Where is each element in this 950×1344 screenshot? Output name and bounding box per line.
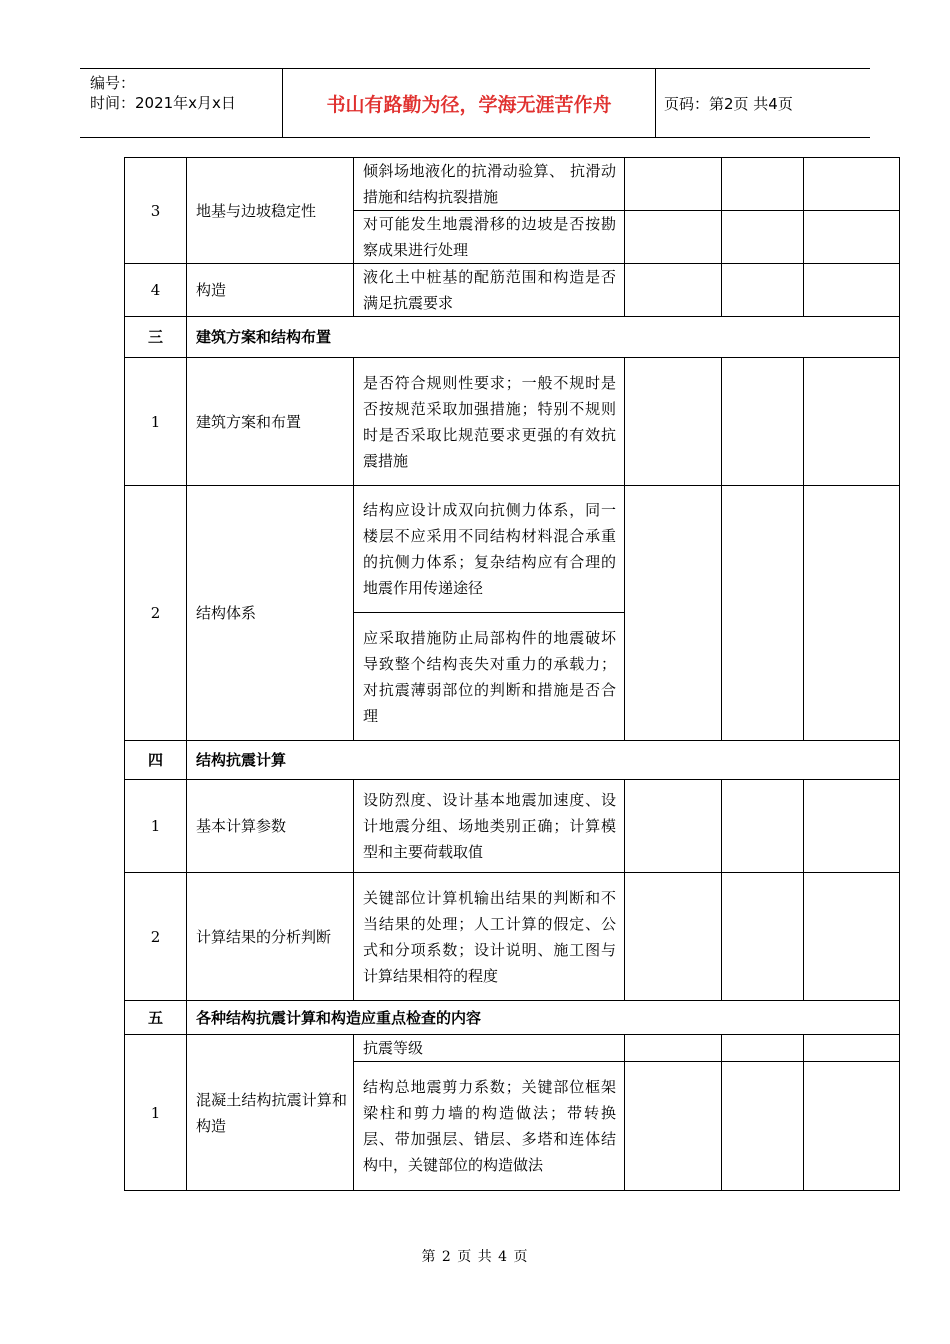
- section-row: [125, 741, 900, 780]
- table-row: [125, 780, 900, 873]
- row-item: 混凝土结构抗震计算和构造: [187, 1035, 354, 1191]
- check-cell[interactable]: [804, 158, 900, 211]
- check-cell[interactable]: [722, 873, 804, 1001]
- check-cell[interactable]: [722, 486, 804, 741]
- check-cell[interactable]: [625, 264, 722, 317]
- check-cell[interactable]: [722, 1035, 804, 1062]
- row-description: 液化土中桩基的配筋范围和构造是否满足抗震要求: [354, 264, 625, 317]
- check-cell[interactable]: [722, 211, 804, 264]
- table-row: [125, 358, 900, 486]
- header-motto: 书山有路勤为径，学海无涯苦作舟: [326, 93, 612, 116]
- row-description: 关键部位计算机输出结果的判断和不当结果的处理；人工计算的假定、公式和分项系数；设计说明、施工图与计算结果相符的程度: [354, 873, 625, 1001]
- row-description: 结构应设计成双向抗侧力体系，同一楼层不应采用不同结构材料混合承重的抗侧力体系；复杂结构应有合理的地震作用传递途径: [354, 486, 625, 613]
- row-description: 抗震等级: [354, 1035, 625, 1062]
- header-page-info: 页码：第2页 共4页: [664, 94, 793, 113]
- table-row: [125, 1035, 900, 1062]
- check-cell[interactable]: [625, 873, 722, 1001]
- check-cell[interactable]: [804, 1035, 900, 1062]
- page-header: [80, 68, 870, 138]
- row-number: 4: [125, 264, 187, 317]
- section-title: 各种结构抗震计算和构造应重点检查的内容: [187, 1001, 900, 1035]
- table-row: [125, 486, 900, 613]
- row-description: 设防烈度、设计基本地震加速度、设计地震分组、场地类别正确；计算模型和主要荷载取值: [354, 780, 625, 873]
- check-cell[interactable]: [625, 1062, 722, 1191]
- row-number: 2: [125, 873, 187, 1001]
- row-number: 2: [125, 486, 187, 741]
- row-description: 是否符合规则性要求；一般不规时是否按规范采取加强措施；特别不规则时是否采取比规范要求更强的有效抗震措施: [354, 358, 625, 486]
- document-time: 时间：2021年x月x日: [90, 94, 236, 112]
- row-description: 结构总地震剪力系数；关键部位框架梁柱和剪力墙的构造做法；带转换层、带加强层、错层、多塔和连体结构中，关键部位的构造做法: [354, 1062, 625, 1191]
- page-footer: 第 2 页 共 4 页: [421, 1249, 529, 1265]
- check-cell[interactable]: [722, 780, 804, 873]
- row-item: 计算结果的分析判断: [187, 873, 354, 1001]
- check-cell[interactable]: [804, 486, 900, 741]
- check-cell[interactable]: [722, 358, 804, 486]
- table-row: [125, 264, 900, 317]
- check-cell[interactable]: [625, 158, 722, 211]
- row-number: 3: [125, 158, 187, 264]
- check-cell[interactable]: [722, 158, 804, 211]
- check-cell[interactable]: [804, 358, 900, 486]
- check-cell[interactable]: [804, 873, 900, 1001]
- row-item: 建筑方案和布置: [187, 358, 354, 486]
- check-cell[interactable]: [804, 780, 900, 873]
- row-item: 基本计算参数: [187, 780, 354, 873]
- section-title: 建筑方案和结构布置: [187, 317, 900, 358]
- row-description: 对可能发生地震滑移的边坡是否按勘察成果进行处理: [354, 211, 625, 264]
- check-cell[interactable]: [625, 358, 722, 486]
- row-number: 1: [125, 780, 187, 873]
- row-item: 结构体系: [187, 486, 354, 741]
- section-title: 结构抗震计算: [187, 741, 900, 780]
- check-cell[interactable]: [722, 1062, 804, 1191]
- table-row: [125, 158, 900, 211]
- row-item: 构造: [187, 264, 354, 317]
- check-cell[interactable]: [804, 211, 900, 264]
- header-meta: [80, 69, 282, 137]
- section-row: [125, 317, 900, 358]
- check-cell[interactable]: [804, 264, 900, 317]
- section-number: 五: [125, 1001, 187, 1035]
- row-item: 地基与边坡稳定性: [187, 158, 354, 264]
- check-cell[interactable]: [625, 1035, 722, 1062]
- row-description: 倾斜场地液化的抗滑动验算、 抗滑动措施和结构抗裂措施: [354, 158, 625, 211]
- row-number: 1: [125, 1035, 187, 1191]
- check-cell[interactable]: [804, 1062, 900, 1191]
- check-cell[interactable]: [722, 264, 804, 317]
- section-number: 三: [125, 317, 187, 358]
- section-number: 四: [125, 741, 187, 780]
- row-description: 应采取措施防止局部构件的地震破坏导致整个结构丧失对重力的承载力；对抗震薄弱部位的判断和措施是否合理: [354, 613, 625, 741]
- check-cell[interactable]: [625, 780, 722, 873]
- table-row: [125, 873, 900, 1001]
- check-cell[interactable]: [625, 211, 722, 264]
- document-number: 编号：: [90, 74, 136, 92]
- inspection-table: [124, 157, 900, 1191]
- row-number: 1: [125, 358, 187, 486]
- section-row: [125, 1001, 900, 1035]
- check-cell[interactable]: [625, 486, 722, 741]
